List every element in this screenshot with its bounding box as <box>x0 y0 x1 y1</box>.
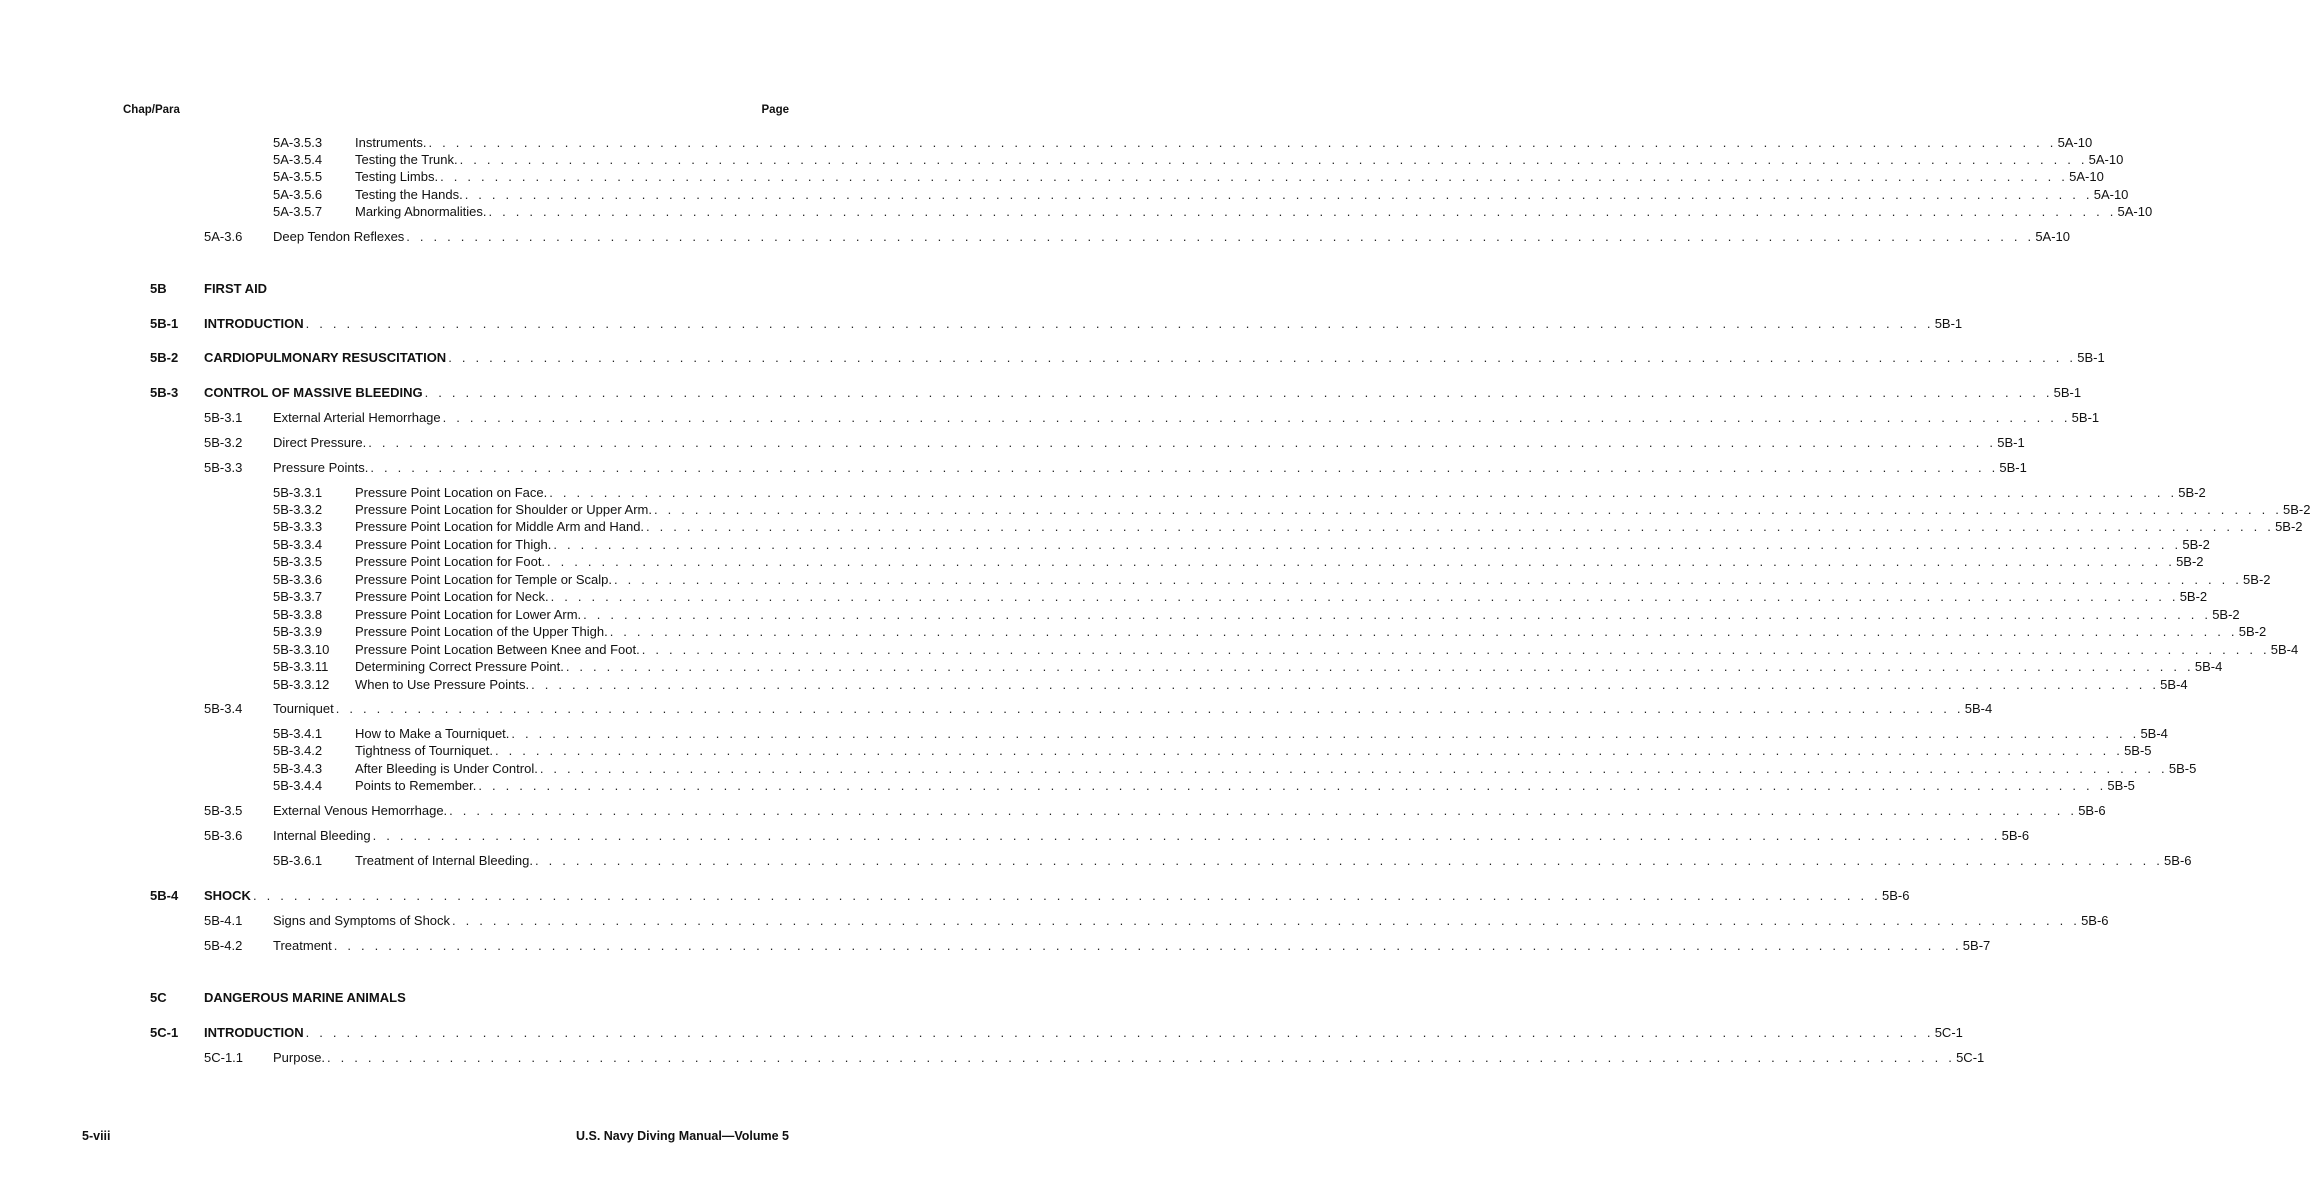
toc-entry-number: 5B-3.4.1 <box>273 726 323 741</box>
toc-entry-title: CARDIOPULMONARY RESUSCITATION <box>204 350 447 365</box>
toc-leader-dots: . . . . . . . . . . . . . . . . . . . . . . . . . . . . . . . . . . . . . . . . . . . . . . . . . . . . . . . . . . . . . . . . . . . . . . . . . . . . . . . . . . . . . . . . . . . . . . . . . . . . . . . . . . . . . . . . . . . . . . . . <box>333 938 1962 953</box>
toc-entry-title: Deep Tendon Reflexes <box>273 229 405 244</box>
toc-entry-number: 5A-3.5.6 <box>273 187 323 202</box>
toc-entry-number: 5C <box>150 990 167 1005</box>
toc-entry <box>204 434 2025 451</box>
toc-leader-dots: . . . . . . . . . . . . . . . . . . . . . . . . . . . . . . . . . . . . . . . . . . . . . . . . . . . . . . . . . . . . . . . . . . . . . . . . . . . . . . . . . . . . . . . . . . . . . . . . . . . . . . . . . . . . . . . . . . . . . . . . <box>449 803 2078 818</box>
toc-entry-number: 5A-3.5.5 <box>273 169 323 184</box>
toc-entry-page: 5C-1 <box>1956 1050 1985 1065</box>
toc-entry-title: External Venous Hemorrhage. <box>273 803 448 818</box>
toc-entry-title: Tightness of Tourniquet. <box>355 743 494 758</box>
toc-entry-title: INTRODUCTION <box>204 316 304 331</box>
toc-entry <box>150 1024 1963 1041</box>
toc-leader-dots: . . . . . . . . . . . . . . . . . . . . . . . . . . . . . . . . . . . . . . . . . . . . . . . . . . . . . . . . . . . . . . . . . . . . . . . . . . . . . . . . . . . . . . . . . . . . . . . . . . . . . . . . . . . . . . . . . . . . . . . . <box>488 204 2117 219</box>
toc-entry-number: 5B-3.3 <box>204 460 243 475</box>
toc-leader-dots: . . . . . . . . . . . . . . . . . . . . . . . . . . . . . . . . . . . . . . . . . . . . . . . . . . . . . . . . . . . . . . . . . . . . . . . . . . . . . . . . . . . . . . . . . . . . . . . . . . . . . . . . . . . . . . . . . . . . . . . . <box>464 187 2093 202</box>
footer-title: U.S. Navy Diving Manual—Volume 5 <box>575 1129 789 1143</box>
toc-entry-title: DANGEROUS MARINE ANIMALS <box>204 990 406 1005</box>
toc-entry-number: 5B-2 <box>150 350 179 365</box>
toc-entry-page: 5C-1 <box>1934 1025 1963 1040</box>
toc-entry-title: Signs and Symptoms of Shock <box>273 913 451 928</box>
toc-entry-number: 5B-3.3.4 <box>273 537 323 552</box>
toc-entry-title: Pressure Point Location for Neck. <box>355 589 549 604</box>
toc-entry-page: 5B-1 <box>1999 460 2027 475</box>
toc-entry-title: Determining Correct Pressure Point. <box>355 659 564 674</box>
toc-leader-dots: . . . . . . . . . . . . . . . . . . . . . . . . . . . . . . . . . . . . . . . . . . . . . . . . . . . . . . . . . . . . . . . . . . . . . . . . . . . . . . . . . . . . . . . . . . . . . . . . . . . . . . . . . . . . . . . . . . . . . . . . <box>424 385 2053 400</box>
toc-entry <box>273 760 2197 777</box>
toc-entry <box>204 937 1991 954</box>
toc-entry-page: 5B-1 <box>1997 435 2025 450</box>
toc-leader-dots: . . . . . . . . . . . . . . . . . . . . . . . . . . . . . . . . . . . . . . . . . . . . . . . . . . . . . . . . . . . . . . . . . . . . . . . . . . . . . . . . . . . . . . . . . . . . . . . . . . . . . . . . . . . . . . . . . . . . . . . . <box>609 624 2238 639</box>
toc-leader-dots: . . . . . . . . . . . . . . . . . . . . . . . . . . . . . . . . . . . . . . . . . . . . . . . . . . . . . . . . . . . . . . . . . . . . . . . . . . . . . . . . . . . . . . . . . . . . . . . . . . . . . . . . . . . . . . . . . . . . . . . . <box>553 537 2182 552</box>
toc-entry-title: Testing the Hands. <box>355 187 463 202</box>
toc-leader-dots: . . . . . . . . . . . . . . . . . . . . . . . . . . . . . . . . . . . . . . . . . . . . . . . . . . . . . . . . . . . . . . . . . . . . . . . . . . . . . . . . . . . . . . . . . . . . . . . . . . . . . . . . . . . . . . . . . . . . . . . . <box>305 1025 1934 1040</box>
toc-entry <box>273 134 2093 151</box>
toc-entry-page: 5B-2 <box>2275 519 2303 534</box>
toc-entry <box>273 501 2310 518</box>
toc-entry-title: Pressure Point Location for Middle Arm and Hand. <box>355 519 645 534</box>
toc-entry-number: 5B-3.5 <box>204 803 243 818</box>
toc-leader-dots: . . . . . . . . . . . . . . . . . . . . . . . . . . . . . . . . . . . . . . . . . . . . . . . . . . . . . . . . . . . . . . . . . . . . . . . . . . . . . . . . . . . . . . . . . . . . . . . . . . . . . . . . . . . . . . . . . . . . . . . . <box>550 589 2179 604</box>
toc-entry-number: 5B <box>150 281 167 296</box>
toc-entry-title: Treatment <box>273 938 332 953</box>
toc-leader-dots: . . . . . . . . . . . . . . . . . . . . . . . . . . . . . . . . . . . . . . . . . . . . . . . . . . . . . . . . . . . . . . . . . . . . . . . . . . . . . . . . . . . . . . . . . . . . . . . . . . . . . . . . . . . . . . . . . . . . . . . . <box>452 913 2081 928</box>
toc-leader-dots: . . . . . . . . . . . . . . . . . . . . . . . . . . . . . . . . . . . . . . . . . . . . . . . . . . . . . . . . . . . . . . . . . . . . . . . . . . . . . . . . . . . . . . . . . . . . . . . . . . . . . . . . . . . . . . . . . . . . . . . . <box>641 642 2270 657</box>
toc-leader-dots: . . . . . . . . . . . . . . . . . . . . . . . . . . . . . . . . . . . . . . . . . . . . . . . . . . . . . . . . . . . . . . . . . . . . . . . . . . . . . . . . . . . . . . . . . . . . . . . . . . . . . . . . . . . . . . . . . . . . . . . . <box>305 316 1934 331</box>
toc-entry-title: Pressure Point Location for Shoulder or Upper Arm. <box>355 502 652 517</box>
toc-entry <box>273 658 2223 675</box>
toc-leader-dots: . . . . . . . . . . . . . . . . . . . . . . . . . . . . . . . . . . . . . . . . . . . . . . . . . . . . . . . . . . . . . . . . . . . . . . . . . . . . . . . . . . . . . . . . . . . . . . . . . . . . . . . . . . . . . . . . . . . . . . . . <box>428 135 2057 150</box>
toc-entry <box>204 700 1993 717</box>
toc-entry-title: Pressure Point Location for Temple or Scalp. <box>355 572 613 587</box>
toc-entry <box>204 912 2109 929</box>
toc-entry-number: 5B-3.3.9 <box>273 624 323 639</box>
toc-entry-number: 5B-3.3.5 <box>273 554 323 569</box>
toc-leader-dots: . . . . . . . . . . . . . . . . . . . . . . . . . . . . . . . . . . . . . . . . . . . . . . . . . . . . . . . . . . . . . . . . . . . . . . . . . . . . . . . . . . . . . . . . . . . . . . . . . . . . . . . . . . . . . . . . . . . . . . . . <box>614 572 2243 587</box>
toc-entry-number: 5B-3.3.7 <box>273 589 323 604</box>
toc-entry-page: 5B-4 <box>2194 659 2223 674</box>
toc-leader-dots: . . . . . . . . . . . . . . . . . . . . . . . . . . . . . . . . . . . . . . . . . . . . . . . . . . . . . . . . . . . . . . . . . . . . . . . . . . . . . . . . . . . . . . . . . . . . . . . . . . . . . . . . . . . . . . . . . . . . . . . . <box>448 350 2077 365</box>
toc-entry-number: 5C-1 <box>150 1025 179 1040</box>
toc-entry-page: 5B-6 <box>2001 828 2030 843</box>
toc-entry-title: INTRODUCTION <box>204 1025 304 1040</box>
toc-entry-number: 5B-3.3.3 <box>273 519 323 534</box>
toc-entry <box>150 989 790 1006</box>
toc-entry-number: 5B-3.3.1 <box>273 485 323 500</box>
toc-entry <box>204 228 2071 245</box>
toc-entry-page: 5B-1 <box>2071 410 2100 425</box>
toc-leader-dots: . . . . . . . . . . . . . . . . . . . . . . . . . . . . . . . . . . . . . . . . . . . . . . . . . . . . . . . . . . . . . . . . . . . . . . . . . . . . . . . . . . . . . . . . . . . . . . . . . . . . . . . . . . . . . . . . . . . . . . . . <box>565 659 2194 674</box>
toc-entry-page: 5A-10 <box>2069 169 2104 184</box>
toc-entry-number: 5B-3.4.3 <box>273 761 323 776</box>
toc-entry <box>150 887 1910 904</box>
toc-entry-page: 5B-2 <box>2179 589 2208 604</box>
toc-entry-number: 5A-3.5.3 <box>273 135 323 150</box>
toc-entry <box>273 484 2206 501</box>
toc-leader-dots: . . . . . . . . . . . . . . . . . . . . . . . . . . . . . . . . . . . . . . . . . . . . . . . . . . . . . . . . . . . . . . . . . . . . . . . . . . . . . . . . . . . . . . . . . . . . . . . . . . . . . . . . . . . . . . . . . . . . . . . . <box>531 677 2160 692</box>
toc-entry-number: 5B-3.3.10 <box>273 642 330 657</box>
toc-entry-page: 5B-5 <box>2124 743 2152 758</box>
toc-entry-page: 5B-6 <box>2078 803 2106 818</box>
toc-entry-page: 5B-1 <box>2077 350 2105 365</box>
toc-entry-title: Pressure Point Location for Foot. <box>355 554 546 569</box>
toc-entry <box>273 203 2153 220</box>
toc-entry-page: 5B-7 <box>1962 938 1991 953</box>
toc-entry-number: 5A-3.5.4 <box>273 152 323 167</box>
toc-entry <box>150 384 2082 401</box>
toc-entry-page: 5B-2 <box>2178 485 2206 500</box>
toc-entry-number: 5B-3.6.1 <box>273 853 323 868</box>
toc-entry-number: 5B-3.6 <box>204 828 243 843</box>
toc-entry-title: Tourniquet <box>273 701 334 716</box>
toc-entry-page: 5B-4 <box>2160 677 2188 692</box>
toc-entry-page: 5B-5 <box>2107 778 2135 793</box>
toc-entry <box>150 349 2105 366</box>
toc-entry-number: 5B-3 <box>150 385 179 400</box>
toc-entry-title: Direct Pressure. <box>273 435 367 450</box>
toc-entry-page: 5A-10 <box>2088 152 2124 167</box>
toc-entry-page: 5B-4 <box>2270 642 2299 657</box>
toc-entry-number: 5C-1.1 <box>204 1050 244 1065</box>
toc-entry-page: 5B-6 <box>1881 888 1910 903</box>
toc-leader-dots: . . . . . . . . . . . . . . . . . . . . . . . . . . . . . . . . . . . . . . . . . . . . . . . . . . . . . . . . . . . . . . . . . . . . . . . . . . . . . . . . . . . . . . . . . . . . . . . . . . . . . . . . . . . . . . . . . . . . . . . . <box>646 519 2275 534</box>
toc-leader-dots: . . . . . . . . . . . . . . . . . . . . . . . . . . . . . . . . . . . . . . . . . . . . . . . . . . . . . . . . . . . . . . . . . . . . . . . . . . . . . . . . . . . . . . . . . . . . . . . . . . . . . . . . . . . . . . . . . . . . . . . . <box>583 607 2212 622</box>
toc-entry-page: 5B-4 <box>1964 701 1993 716</box>
toc-entry <box>150 315 1963 332</box>
toc-entry-number: 5B-1 <box>150 316 179 331</box>
toc-entry <box>204 459 2027 476</box>
toc-entry-number: 5A-3.5.7 <box>273 204 323 219</box>
toc-entry-title: FIRST AID <box>204 281 268 296</box>
toc-entry-number: 5B-3.1 <box>204 410 243 425</box>
toc-leader-dots: . . . . . . . . . . . . . . . . . . . . . . . . . . . . . . . . . . . . . . . . . . . . . . . . . . . . . . . . . . . . . . . . . . . . . . . . . . . . . . . . . . . . . . . . . . . . . . . . . . . . . . . . . . . . . . . . . . . . . . . . <box>440 169 2069 184</box>
toc-entry <box>273 571 2271 588</box>
toc-entry-number: 5B-3.4 <box>204 701 243 716</box>
toc-entry-title: Testing the Trunk. <box>355 152 458 167</box>
toc-leader-dots: . . . . . . . . . . . . . . . . . . . . . . . . . . . . . . . . . . . . . . . . . . . . . . . . . . . . . . . . . . . . . . . . . . . . . . . . . . . . . . . . . . . . . . . . . . . . . . . . . . . . . . . . . . . . . . . . . . . . . . . . <box>370 460 1999 475</box>
toc-entry <box>273 518 2303 535</box>
toc-leader-dots: . . . . . . . . . . . . . . . . . . . . . . . . . . . . . . . . . . . . . . . . . . . . . . . . . . . . . . . . . . . . . . . . . . . . . . . . . . . . . . . . . . . . . . . . . . . . . . . . . . . . . . . . . . . . . . . . . . . . . . . . <box>368 435 1997 450</box>
toc-entry-title: When to Use Pressure Points. <box>355 677 530 692</box>
toc-entry-title: Purpose. <box>273 1050 326 1065</box>
toc-entry-number: 5B-4 <box>150 888 179 903</box>
toc-entry-number: 5B-3.3.8 <box>273 607 323 622</box>
toc-entry <box>273 623 2267 640</box>
toc-entry-title: Pressure Point Location for Thigh. <box>355 537 552 552</box>
toc-entry-number: 5B-3.4.2 <box>273 743 323 758</box>
toc-entry-page: 5A-10 <box>2093 187 2129 202</box>
toc-leader-dots: . . . . . . . . . . . . . . . . . . . . . . . . . . . . . . . . . . . . . . . . . . . . . . . . . . . . . . . . . . . . . . . . . . . . . . . . . . . . . . . . . . . . . . . . . . . . . . . . . . . . . . . . . . . . . . . . . . . . . . . . <box>442 410 2071 425</box>
toc-entry-number: 5B-4.1 <box>204 913 243 928</box>
toc-entry-page: 5B-6 <box>2164 853 2192 868</box>
toc-entry-page: 5A-10 <box>2057 135 2093 150</box>
toc-entry <box>204 1049 1985 1066</box>
toc-entry <box>273 151 2124 168</box>
toc-entry-title: Pressure Point Location for Lower Arm. <box>355 607 582 622</box>
toc-entry <box>273 588 2208 605</box>
toc-entry-page: 5B-4 <box>2140 726 2168 741</box>
toc-entry-page: 5B-1 <box>2053 385 2082 400</box>
toc-entry-title: Pressure Point Location of the Upper Thigh. <box>355 624 608 639</box>
toc-entry-page: 5B-2 <box>2212 607 2240 622</box>
toc-leader-dots: . . . . . . . . . . . . . . . . . . . . . . . . . . . . . . . . . . . . . . . . . . . . . . . . . . . . . . . . . . . . . . . . . . . . . . . . . . . . . . . . . . . . . . . . . . . . . . . . . . . . . . . . . . . . . . . . . . . . . . . . <box>547 554 2176 569</box>
toc-entry-title: External Arterial Hemorrhage <box>273 410 441 425</box>
toc-entry <box>273 777 2135 794</box>
toc-leader-dots: . . . . . . . . . . . . . . . . . . . . . . . . . . . . . . . . . . . . . . . . . . . . . . . . . . . . . . . . . . . . . . . . . . . . . . . . . . . . . . . . . . . . . . . . . . . . . . . . . . . . . . . . . . . . . . . . . . . . . . . . <box>478 778 2107 793</box>
toc-entry-number: 5B-3.4.4 <box>273 778 323 793</box>
header-right: Page <box>761 104 789 116</box>
toc-entry-number: 5B-3.3.2 <box>273 502 323 517</box>
toc-entry-title: Points to Remember. <box>355 778 477 793</box>
toc-entry-page: 5B-2 <box>2283 502 2310 517</box>
toc-leader-dots: . . . . . . . . . . . . . . . . . . . . . . . . . . . . . . . . . . . . . . . . . . . . . . . . . . . . . . . . . . . . . . . . . . . . . . . . . . . . . . . . . . . . . . . . . . . . . . . . . . . . . . . . . . . . . . . . . . . . . . . . <box>406 229 2035 244</box>
toc-leader-dots: . . . . . . . . . . . . . . . . . . . . . . . . . . . . . . . . . . . . . . . . . . . . . . . . . . . . . . . . . . . . . . . . . . . . . . . . . . . . . . . . . . . . . . . . . . . . . . . . . . . . . . . . . . . . . . . . . . . . . . . . <box>372 828 2001 843</box>
toc-entry <box>150 280 790 297</box>
toc-leader-dots: . . . . . . . . . . . . . . . . . . . . . . . . . . . . . . . . . . . . . . . . . . . . . . . . . . . . . . . . . . . . . . . . . . . . . . . . . . . . . . . . . . . . . . . . . . . . . . . . . . . . . . . . . . . . . . . . . . . . . . . . <box>495 743 2124 758</box>
toc-entry-page: 5B-5 <box>2168 761 2197 776</box>
toc-entry-title: Instruments. <box>355 135 427 150</box>
toc-entry <box>273 168 2104 185</box>
toc-entry-title: How to Make a Tourniquet. <box>355 726 510 741</box>
toc-entry-title: Marking Abnormalities. <box>355 204 487 219</box>
toc-entry <box>273 536 2210 553</box>
toc-entry <box>273 553 2204 570</box>
toc-entry-page: 5B-2 <box>2176 554 2204 569</box>
toc-leader-dots: . . . . . . . . . . . . . . . . . . . . . . . . . . . . . . . . . . . . . . . . . . . . . . . . . . . . . . . . . . . . . . . . . . . . . . . . . . . . . . . . . . . . . . . . . . . . . . . . . . . . . . . . . . . . . . . . . . . . . . . . <box>459 152 2088 167</box>
toc-entry <box>273 606 2240 623</box>
toc-entry-number: 5B-4.2 <box>204 938 243 953</box>
toc-leader-dots: . . . . . . . . . . . . . . . . . . . . . . . . . . . . . . . . . . . . . . . . . . . . . . . . . . . . . . . . . . . . . . . . . . . . . . . . . . . . . . . . . . . . . . . . . . . . . . . . . . . . . . . . . . . . . . . . . . . . . . . . <box>653 502 2283 517</box>
toc-entry <box>273 852 2192 869</box>
toc-leader-dots: . . . . . . . . . . . . . . . . . . . . . . . . . . . . . . . . . . . . . . . . . . . . . . . . . . . . . . . . . . . . . . . . . . . . . . . . . . . . . . . . . . . . . . . . . . . . . . . . . . . . . . . . . . . . . . . . . . . . . . . . <box>511 726 2140 741</box>
toc-entry <box>273 725 2168 742</box>
toc-entry-number: 5B-3.3.6 <box>273 572 323 587</box>
toc-entry <box>273 742 2152 759</box>
toc-entry-title: Internal Bleeding <box>273 828 371 843</box>
toc-entry-number: 5B-3.2 <box>204 435 243 450</box>
toc-entry <box>204 409 2100 426</box>
toc-entry <box>273 186 2129 203</box>
toc-entry <box>204 827 2030 844</box>
toc-entry-page: 5B-1 <box>1934 316 1963 331</box>
toc-entry-title: Pressure Point Location on Face. <box>355 485 548 500</box>
toc-entry <box>204 802 2106 819</box>
toc-entry-number: 5B-3.3.12 <box>273 677 330 692</box>
toc-entry-page: 5A-10 <box>2035 229 2071 244</box>
toc-entry <box>273 676 2188 693</box>
toc-entry-title: Pressure Points. <box>273 460 369 475</box>
toc-entry-title: Treatment of Internal Bleeding. <box>355 853 534 868</box>
header-left: Chap/Para <box>123 104 180 116</box>
toc-entry-page: 5B-6 <box>2081 913 2109 928</box>
toc-leader-dots: . . . . . . . . . . . . . . . . . . . . . . . . . . . . . . . . . . . . . . . . . . . . . . . . . . . . . . . . . . . . . . . . . . . . . . . . . . . . . . . . . . . . . . . . . . . . . . . . . . . . . . . . . . . . . . . . . . . . . . . . <box>535 853 2164 868</box>
toc-entry-title: Pressure Point Location Between Knee and Foot. <box>355 642 640 657</box>
toc-entry-page: 5B-2 <box>2182 537 2210 552</box>
toc-leader-dots: . . . . . . . . . . . . . . . . . . . . . . . . . . . . . . . . . . . . . . . . . . . . . . . . . . . . . . . . . . . . . . . . . . . . . . . . . . . . . . . . . . . . . . . . . . . . . . . . . . . . . . . . . . . . . . . . . . . . . . . . <box>549 485 2178 500</box>
toc-leader-dots: . . . . . . . . . . . . . . . . . . . . . . . . . . . . . . . . . . . . . . . . . . . . . . . . . . . . . . . . . . . . . . . . . . . . . . . . . . . . . . . . . . . . . . . . . . . . . . . . . . . . . . . . . . . . . . . . . . . . . . . . <box>539 761 2168 776</box>
footer-page-number: 5-viii <box>82 1129 111 1143</box>
toc-leader-dots: . . . . . . . . . . . . . . . . . . . . . . . . . . . . . . . . . . . . . . . . . . . . . . . . . . . . . . . . . . . . . . . . . . . . . . . . . . . . . . . . . . . . . . . . . . . . . . . . . . . . . . . . . . . . . . . . . . . . . . . . <box>335 701 1964 716</box>
toc-entry-title: After Bleeding is Under Control. <box>355 761 538 776</box>
toc-entry-number: 5B-3.3.11 <box>273 659 329 674</box>
toc-entry-page: 5B-2 <box>2243 572 2271 587</box>
toc-leader-dots: . . . . . . . . . . . . . . . . . . . . . . . . . . . . . . . . . . . . . . . . . . . . . . . . . . . . . . . . . . . . . . . . . . . . . . . . . . . . . . . . . . . . . . . . . . . . . . . . . . . . . . . . . . . . . . . . . . . . . . . . <box>252 888 1881 903</box>
toc-leader-dots: . . . . . . . . . . . . . . . . . . . . . . . . . . . . . . . . . . . . . . . . . . . . . . . . . . . . . . . . . . . . . . . . . . . . . . . . . . . . . . . . . . . . . . . . . . . . . . . . . . . . . . . . . . . . . . . . . . . . . . . . <box>327 1050 1956 1065</box>
toc-entry-title: Testing Limbs. <box>355 169 439 184</box>
toc-entry-title: SHOCK <box>204 888 251 903</box>
toc-entry-page: 5B-2 <box>2238 624 2267 639</box>
toc-entry-page: 5A-10 <box>2117 204 2153 219</box>
toc-entry-number: 5A-3.6 <box>204 229 243 244</box>
toc-entry <box>273 641 2299 658</box>
toc-entry-title: CONTROL OF MASSIVE BLEEDING <box>204 385 423 400</box>
